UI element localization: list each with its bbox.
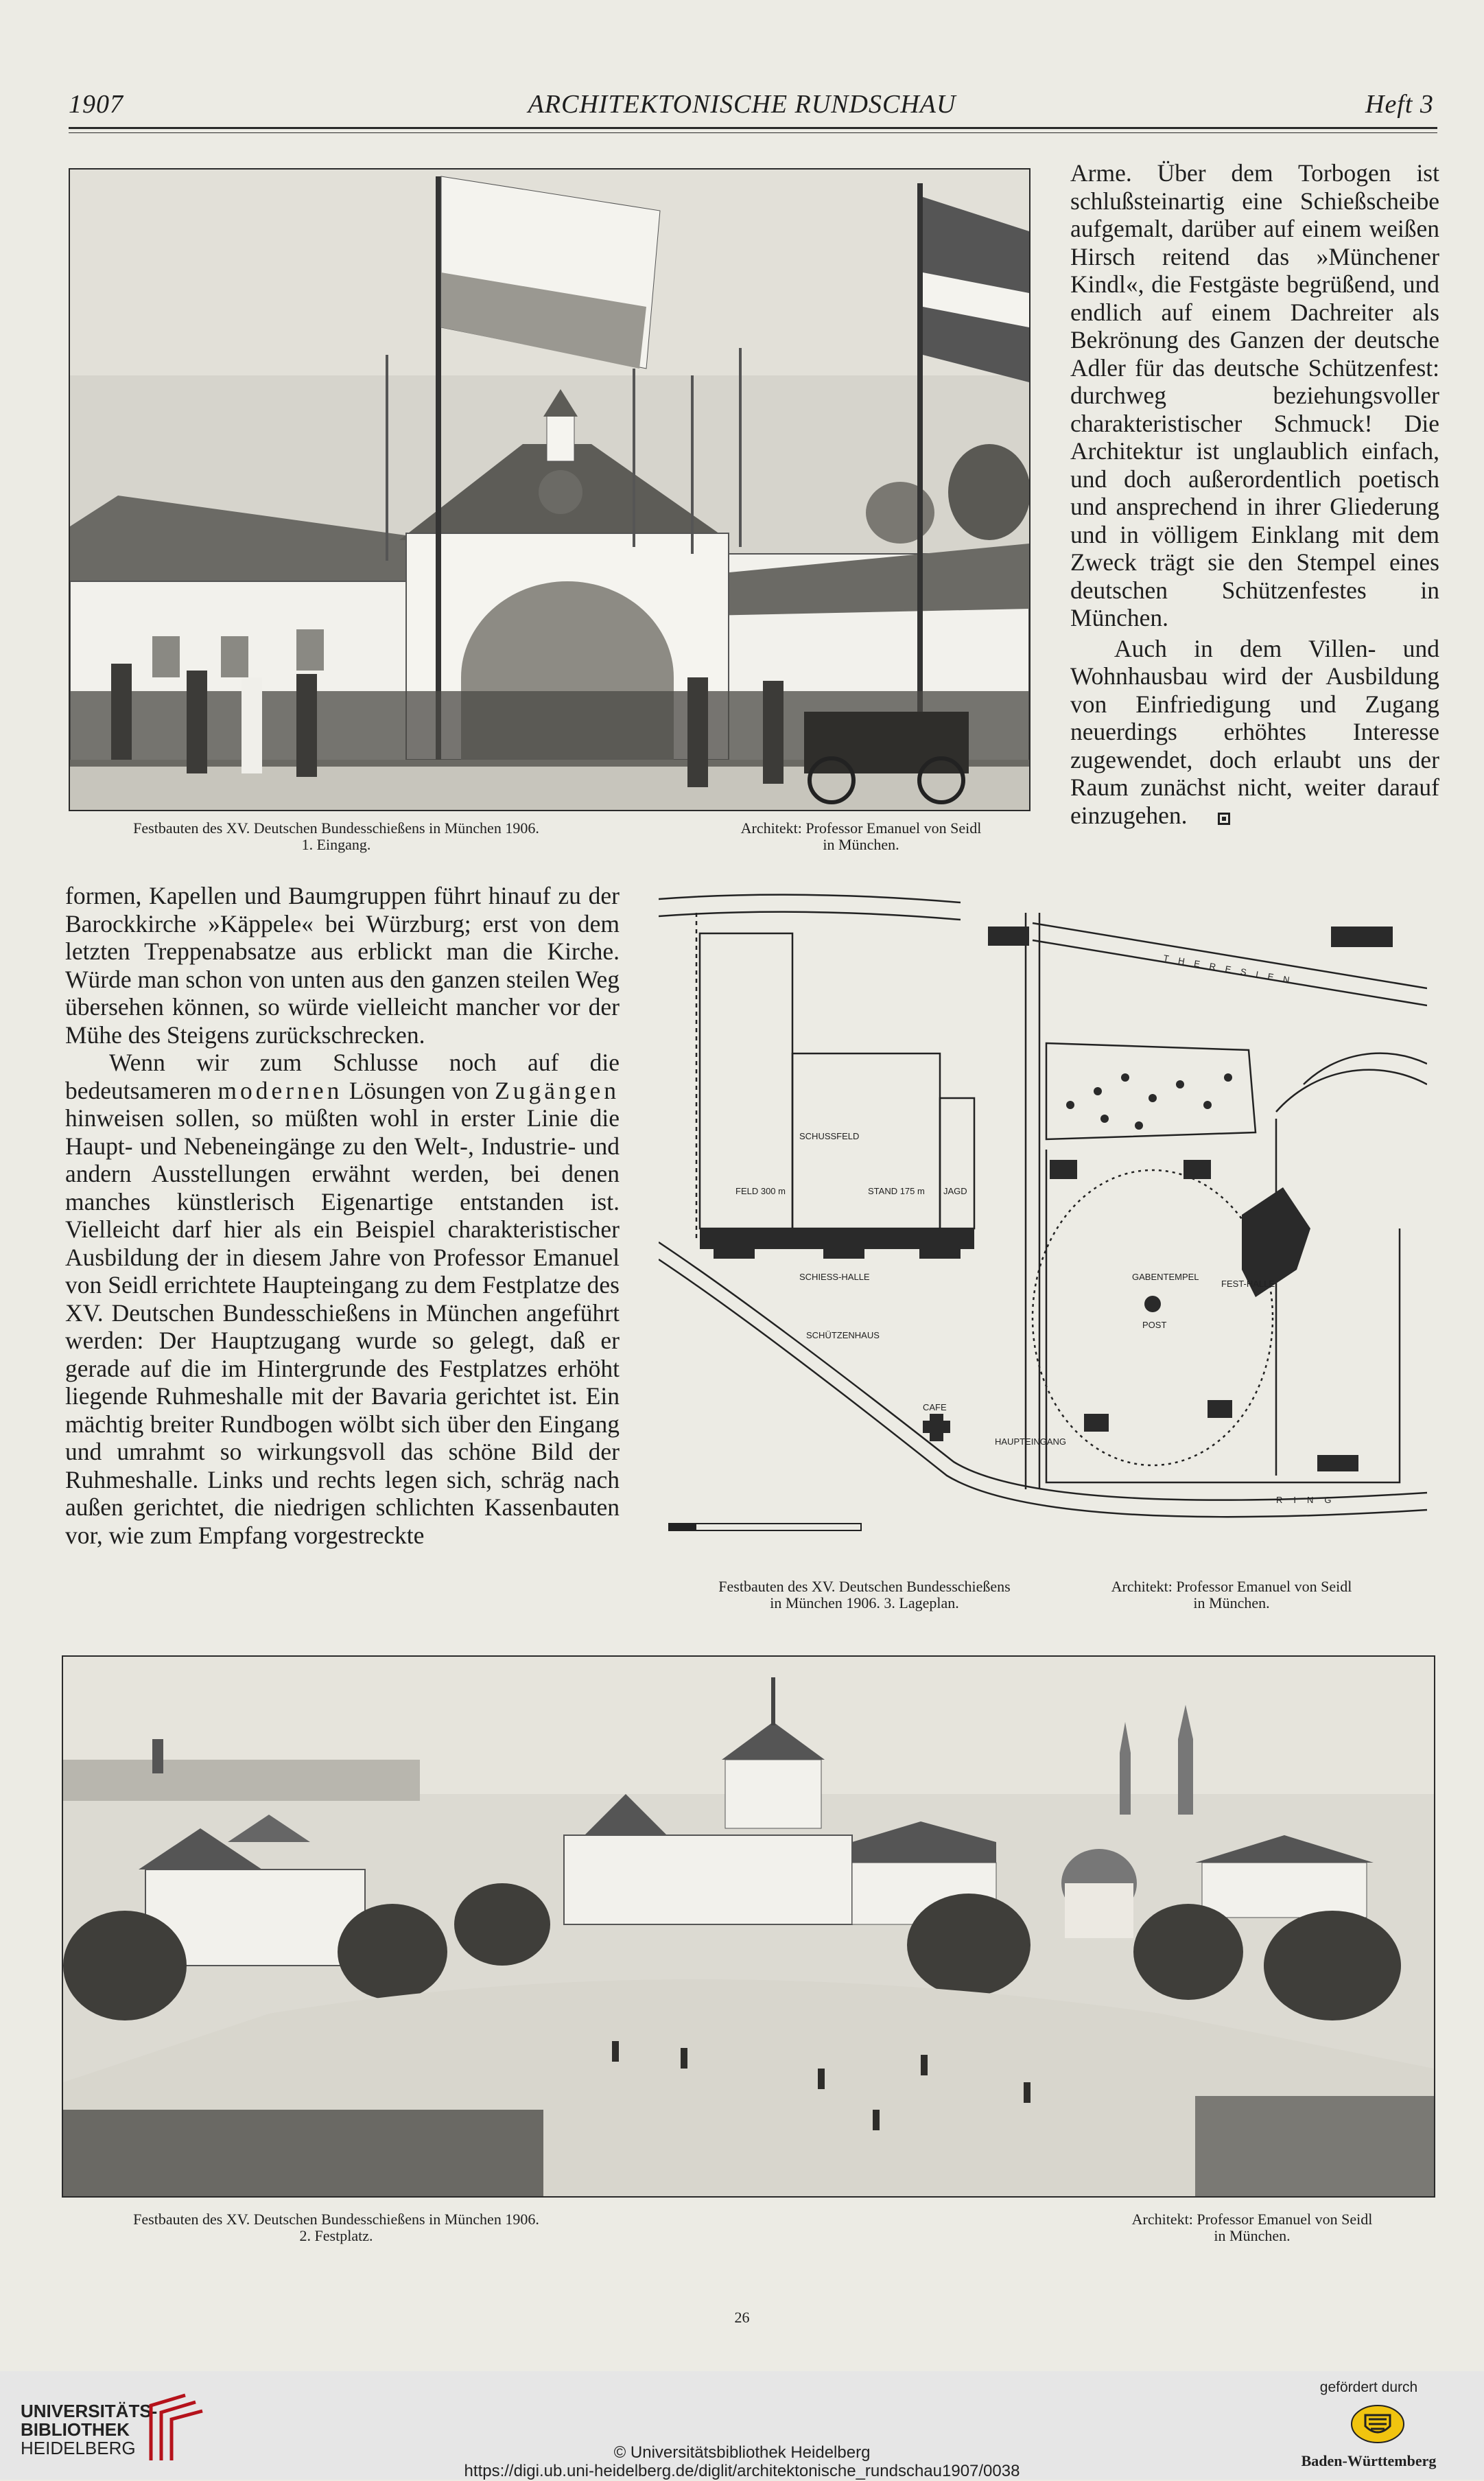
figure-entrance-caption-right: Architekt: Professor Emanuel von Seidl in München. xyxy=(740,819,982,853)
plan-label-cafe: CAFE xyxy=(923,1402,947,1412)
plan-label-feld: FELD 300 m xyxy=(735,1186,786,1196)
figure-entrance-illustration xyxy=(69,168,1030,811)
site-plan-drawing xyxy=(659,885,1427,1565)
column-right-top-text xyxy=(1070,159,1439,829)
plan-label-gabentempel: GABENTEMPEL xyxy=(1132,1272,1199,1282)
paragraph-moderne-zugaenge: Wenn wir zum Schlusse noch auf die bedeutsameren modernen Lösungen von Zugängen hinweisen sollen, so müßten wohl in erster Linie die Haupt- und Nebeneingänge zu den Welt-, Industrie- und andern Ausstellungen erwähnt werden, bei denen manches künstlerisch Eigenartige entstanden ist. Vielleicht darf hier als ein Beispiel charakteristischer Ausbildung der in diesem Jahre von Professor Emanuel von Seidl errichtete Haupteingang zu dem Festplatze des XV. Deutschen Bundesschießens in München angeführt werden: Der Hauptzugang wurde so gelegt, daß er gerade auf die im Hintergrunde des Festplatzes erhöht liegende Ruhmeshalle mit der Bavaria gerichtet ist. Ein mächtig breiter Rundbogen wölbt sich über den Eingang und umrahmt so wirkungsvoll das schöne Bild der Ruhmeshalle. Links und rechts legen sich, schräg nach außen gerichtet, die niedrigen schlichten Kassenbauten vor, wie zum Empfang vorgestreckte xyxy=(65,1049,620,1549)
state-name: Baden-Württemberg xyxy=(1301,2452,1437,2469)
plan-label-ring: RING xyxy=(1276,1495,1343,1505)
figure-festival-grounds-caption-right: Architekt: Professor Emanuel von Seidl in München. xyxy=(1131,2211,1373,2244)
column-left-text xyxy=(65,882,620,1549)
plan-label-stand: STAND 175 m xyxy=(868,1186,925,1196)
figure-festival-grounds-illustration xyxy=(62,1655,1435,2198)
header-year: 1907 xyxy=(69,90,123,119)
plan-label-jagd: JAGD xyxy=(943,1186,967,1196)
footer-bar xyxy=(0,2371,1484,2480)
plan-label-schussfeld: SCHUSSFELD xyxy=(799,1131,860,1141)
paragraph-kaeppele: formen, Kapellen und Baumgruppen führt hinauf zu der Barockkirche »Käppele« bei Würzburg; erst von dem letzten Treppenabsatze aus erblickt man die Kirche. Würde man schon von unten aus den ganzen steilen Weg übersehen können, so würde vielleicht mancher vor der Mühe des Steigens zurückschrecken. xyxy=(65,882,620,1049)
header-rule-top xyxy=(69,127,1437,129)
header-rule-bottom xyxy=(69,132,1437,133)
footer-copyright: © Universitätsbibliothek Heidelberg xyxy=(613,2443,871,2462)
plan-label-theresien: THERESIEN xyxy=(1162,953,1300,987)
library-name: UNIVERSITÄTS- BIBLIOTHEK HEIDELBERG xyxy=(21,2401,158,2458)
plan-label-festhalle: FEST-HALLE xyxy=(1221,1279,1275,1289)
figure-entrance-caption-left: Festbauten des XV. Deutschen Bundesschießens in München 1906. 1. Eingang. xyxy=(133,819,539,853)
page-number: 26 xyxy=(734,2309,750,2326)
emphasis-modernen: modernen xyxy=(217,1076,343,1104)
paragraph-villenbau: Auch in dem Villen- und Wohnhausbau wird der Ausbildung von Einfriedigung und Zugang neuerdings erhöhtes Interesse zugewendet, doch erlaubt uns der Raum zunächst nicht, weiter darauf einzugehen. xyxy=(1070,634,1439,829)
festival-grounds-drawing xyxy=(63,1657,1434,2196)
header-journal-title: ARCHITEKTONISCHE RUNDSCHAU xyxy=(528,90,956,119)
end-of-article-mark xyxy=(1218,813,1230,825)
plan-label-haupteingang: HAUPTEINGANG xyxy=(995,1436,1067,1447)
header-issue: Heft 3 xyxy=(1365,90,1434,119)
state-coat-of-arms-icon xyxy=(1350,2404,1405,2444)
figure-site-plan xyxy=(659,885,1427,1565)
paragraph-torbogen: Arme. Über dem Torbogen ist schlußsteinartig eine Schießscheibe aufgemalt, darüber auf einem weißen Hirsch reitend das »Münchener Kindl«, die Festgäste begrüßend, und endlich auf einem Dachreiter als Bekrönung des Ganzen der deutsche Adler für das deutsche Schützenfest: durchweg beziehungsvoller charakteristischer Schmuck! Die Architektur ist unglaublich einfach, und doch außerordentlich poetisch und ansprechend in ihrer Gliederung und in völligem Einklang mit dem Zweck trägt sie den Stempel eines deutschen Schützenfestes in München. xyxy=(1070,159,1439,631)
emphasis-zugaengen: Zugängen xyxy=(495,1076,620,1104)
plan-label-schuetzenhaus: SCHÜTZENHAUS xyxy=(806,1330,880,1340)
plan-label-schiesshalle: SCHIESS-HALLE xyxy=(799,1272,870,1282)
footer-url-link[interactable]: https://digi.ub.uni-heidelberg.de/diglit/architektonische_rundschau1907/0038 xyxy=(464,2462,1020,2480)
figure-festival-grounds-caption-left: Festbauten des XV. Deutschen Bundesschießens in München 1906. 2. Festplatz. xyxy=(133,2211,539,2244)
entrance-drawing xyxy=(70,170,1029,810)
figure-site-plan-caption-right: Architekt: Professor Emanuel von Seidl in München. xyxy=(1111,1578,1352,1611)
funded-by-label: gefördert durch xyxy=(1319,2379,1418,2395)
figure-site-plan-caption-left: Festbauten des XV. Deutschen Bundesschießens in München 1906. 3. Lageplan. xyxy=(718,1578,1011,1611)
plan-label-post: POST xyxy=(1142,1320,1167,1330)
